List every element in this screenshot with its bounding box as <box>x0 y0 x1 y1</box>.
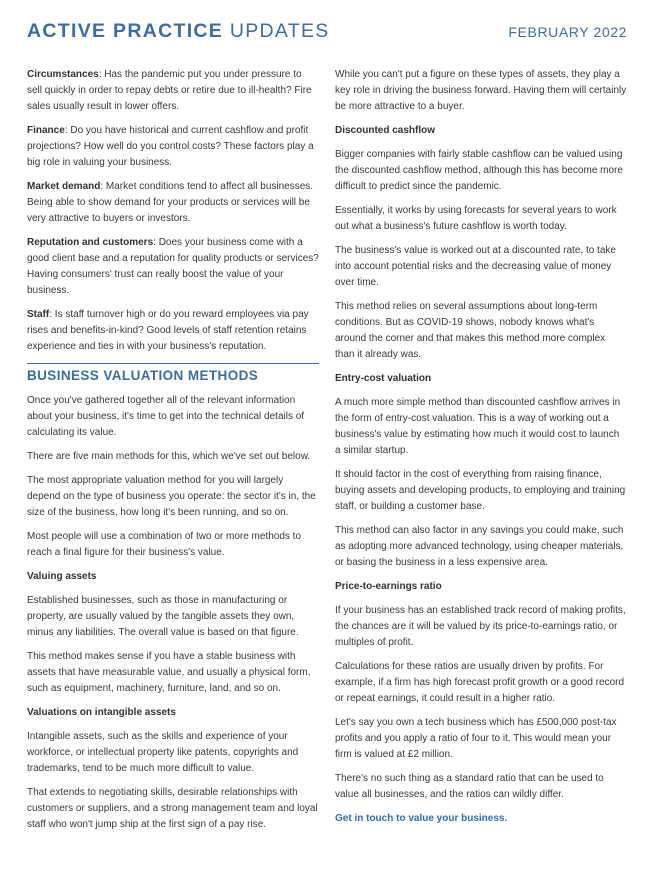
paragraph: That extends to negotiating skills, desirable relationships with customers or suppliers, and a strong management team and loyal staff who won't jump ship at the first sign of a pay rise. <box>27 787 318 830</box>
paragraph: Established businesses, such as those in manufacturing or property, are usually valued by the tangible assets they own, minus any liabilities. The overall value is based on that figure. <box>27 595 299 638</box>
paragraph: Essentially, it works by using forecasts for several years to work out what a business's future cashflow is worth today. <box>335 205 617 232</box>
paragraph: Once you've gathered together all of the relevant information about your business, it's time to get into the technical details of calculating its value. <box>27 395 305 438</box>
issue-date: FEBRUARY 2022 <box>508 24 627 40</box>
factor-label: Finance <box>27 125 65 136</box>
page-header <box>27 20 627 46</box>
paragraph: The business's value is worked out at a discounted rate, to take into account potential risks and the decreasing value of money over time. <box>335 245 616 288</box>
paragraph: It should factor in the cost of everything from raising finance, buying assets and developing products, to employing and training staff, or building a customer base. <box>335 469 626 512</box>
paragraph: There's no such thing as a standard ratio that can be used to value all businesses, and the ratios can wildly differ. <box>335 773 604 800</box>
factor-market-demand <box>27 179 319 227</box>
title-light: UPDATES <box>229 20 330 42</box>
left-column <box>27 67 319 841</box>
factor-label: Market demand <box>27 181 101 192</box>
subheading-entry-cost: Entry-cost valuation <box>335 373 432 384</box>
factor-text: : Do you have historical and current cashflow and profit projections? How well do you control costs? These factors play a big role in valuing your business. <box>27 125 314 168</box>
paragraph: A much more simple method than discounted cashflow arrives in the form of entry-cost valuation. This is a way of working out a business's value by estimating how much it would cost to launch a similar startup. <box>335 397 621 456</box>
paragraph: This method can also factor in any savings you could make, such as adopting more advanced technology, using cheaper materials, or basing the business in a less expensive area. <box>335 525 624 568</box>
paragraph: While you can't put a figure on these types of assets, they play a key role in driving the business forward. Having them will certainly be more attractive to a buyer. <box>335 69 627 112</box>
paragraph: This method makes sense if you have a stable business with assets that have measurable value, and usually a physical form, such as equipment, machinery, furniture, land, and so on. <box>27 651 311 694</box>
factor-text: : Has the pandemic put you under pressure to sell quickly in order to repay debts or retire due to ill-health? Fire sales usually result in lower offers. <box>27 69 312 112</box>
paragraph: Bigger companies with fairly stable cashflow can be valued using the discounted cashflow method, although this has become more difficult to predict since the pandemic. <box>335 149 623 192</box>
factor-staff <box>27 307 319 355</box>
subheading-valuing-assets: Valuing assets <box>27 571 97 582</box>
contact-link[interactable]: Get in touch to value your business. <box>335 813 508 824</box>
factor-text: : Does your business come with a good client base and a reputation for quality products or services? Having consumers' trust can really boost the value of your business. <box>27 237 319 296</box>
subheading-discounted-cashflow: Discounted cashflow <box>335 125 436 136</box>
title-bold: ACTIVE PRACTICE <box>27 20 224 42</box>
paragraph: This method relies on several assumptions about long-term conditions. But as COVID-19 shows, nobody knows what's around the corner and that makes this method more complex than it already was. <box>335 301 606 360</box>
factor-label: Circumstances <box>27 69 99 80</box>
factor-label: Reputation and customers <box>27 237 154 248</box>
section-title: BUSINESS VALUATION METHODS <box>27 363 319 385</box>
paragraph: Calculations for these ratios are usually driven by profits. For example, if a firm has high forecast profit growth or a good record or repeat earnings, it could result in a higher ratio. <box>335 661 625 704</box>
factor-text: : Market conditions tend to affect all businesses. Being able to show demand for your products or services will be very attractive to buyers or investors. <box>27 181 314 224</box>
right-column <box>335 67 627 835</box>
subheading-intangible-assets: Valuations on intangible assets <box>27 707 176 718</box>
paragraph: There are five main methods for this, which we've set out below. <box>27 451 311 462</box>
factor-reputation <box>27 235 319 299</box>
subheading-price-to-earnings: Price-to-earnings ratio <box>335 581 442 592</box>
paragraph: Intangible assets, such as the skills and experience of your workforce, or intellectual property like patents, copyrights and trademarks, tend to be much more difficult to value. <box>27 731 299 774</box>
paragraph: Let's say you own a tech business which has £500,000 post-tax profits and you apply a ratio of four to it. This would mean your firm is valued at £2 million. <box>335 717 617 760</box>
factor-circumstances <box>27 67 319 115</box>
newsletter-title <box>27 20 330 43</box>
factor-label: Staff <box>27 309 50 320</box>
paragraph: If your business has an established track record of making profits, the chances are it will be valued by its price-to-earnings ratio, or multiples of profit. <box>335 605 626 648</box>
factor-text: : Is staff turnover high or do you reward employees via pay rises and benefits-in-kind? Good levels of staff retention retains experience and ties in with your business's reputation. <box>27 309 309 352</box>
paragraph: The most appropriate valuation method for you will largely depend on the type of business you operate: the sector it's in, the size of the business, how long it's been running, and so on. <box>27 475 316 518</box>
paragraph: Most people will use a combination of two or more methods to reach a final figure for their business's value. <box>27 531 302 558</box>
factor-finance <box>27 123 319 171</box>
